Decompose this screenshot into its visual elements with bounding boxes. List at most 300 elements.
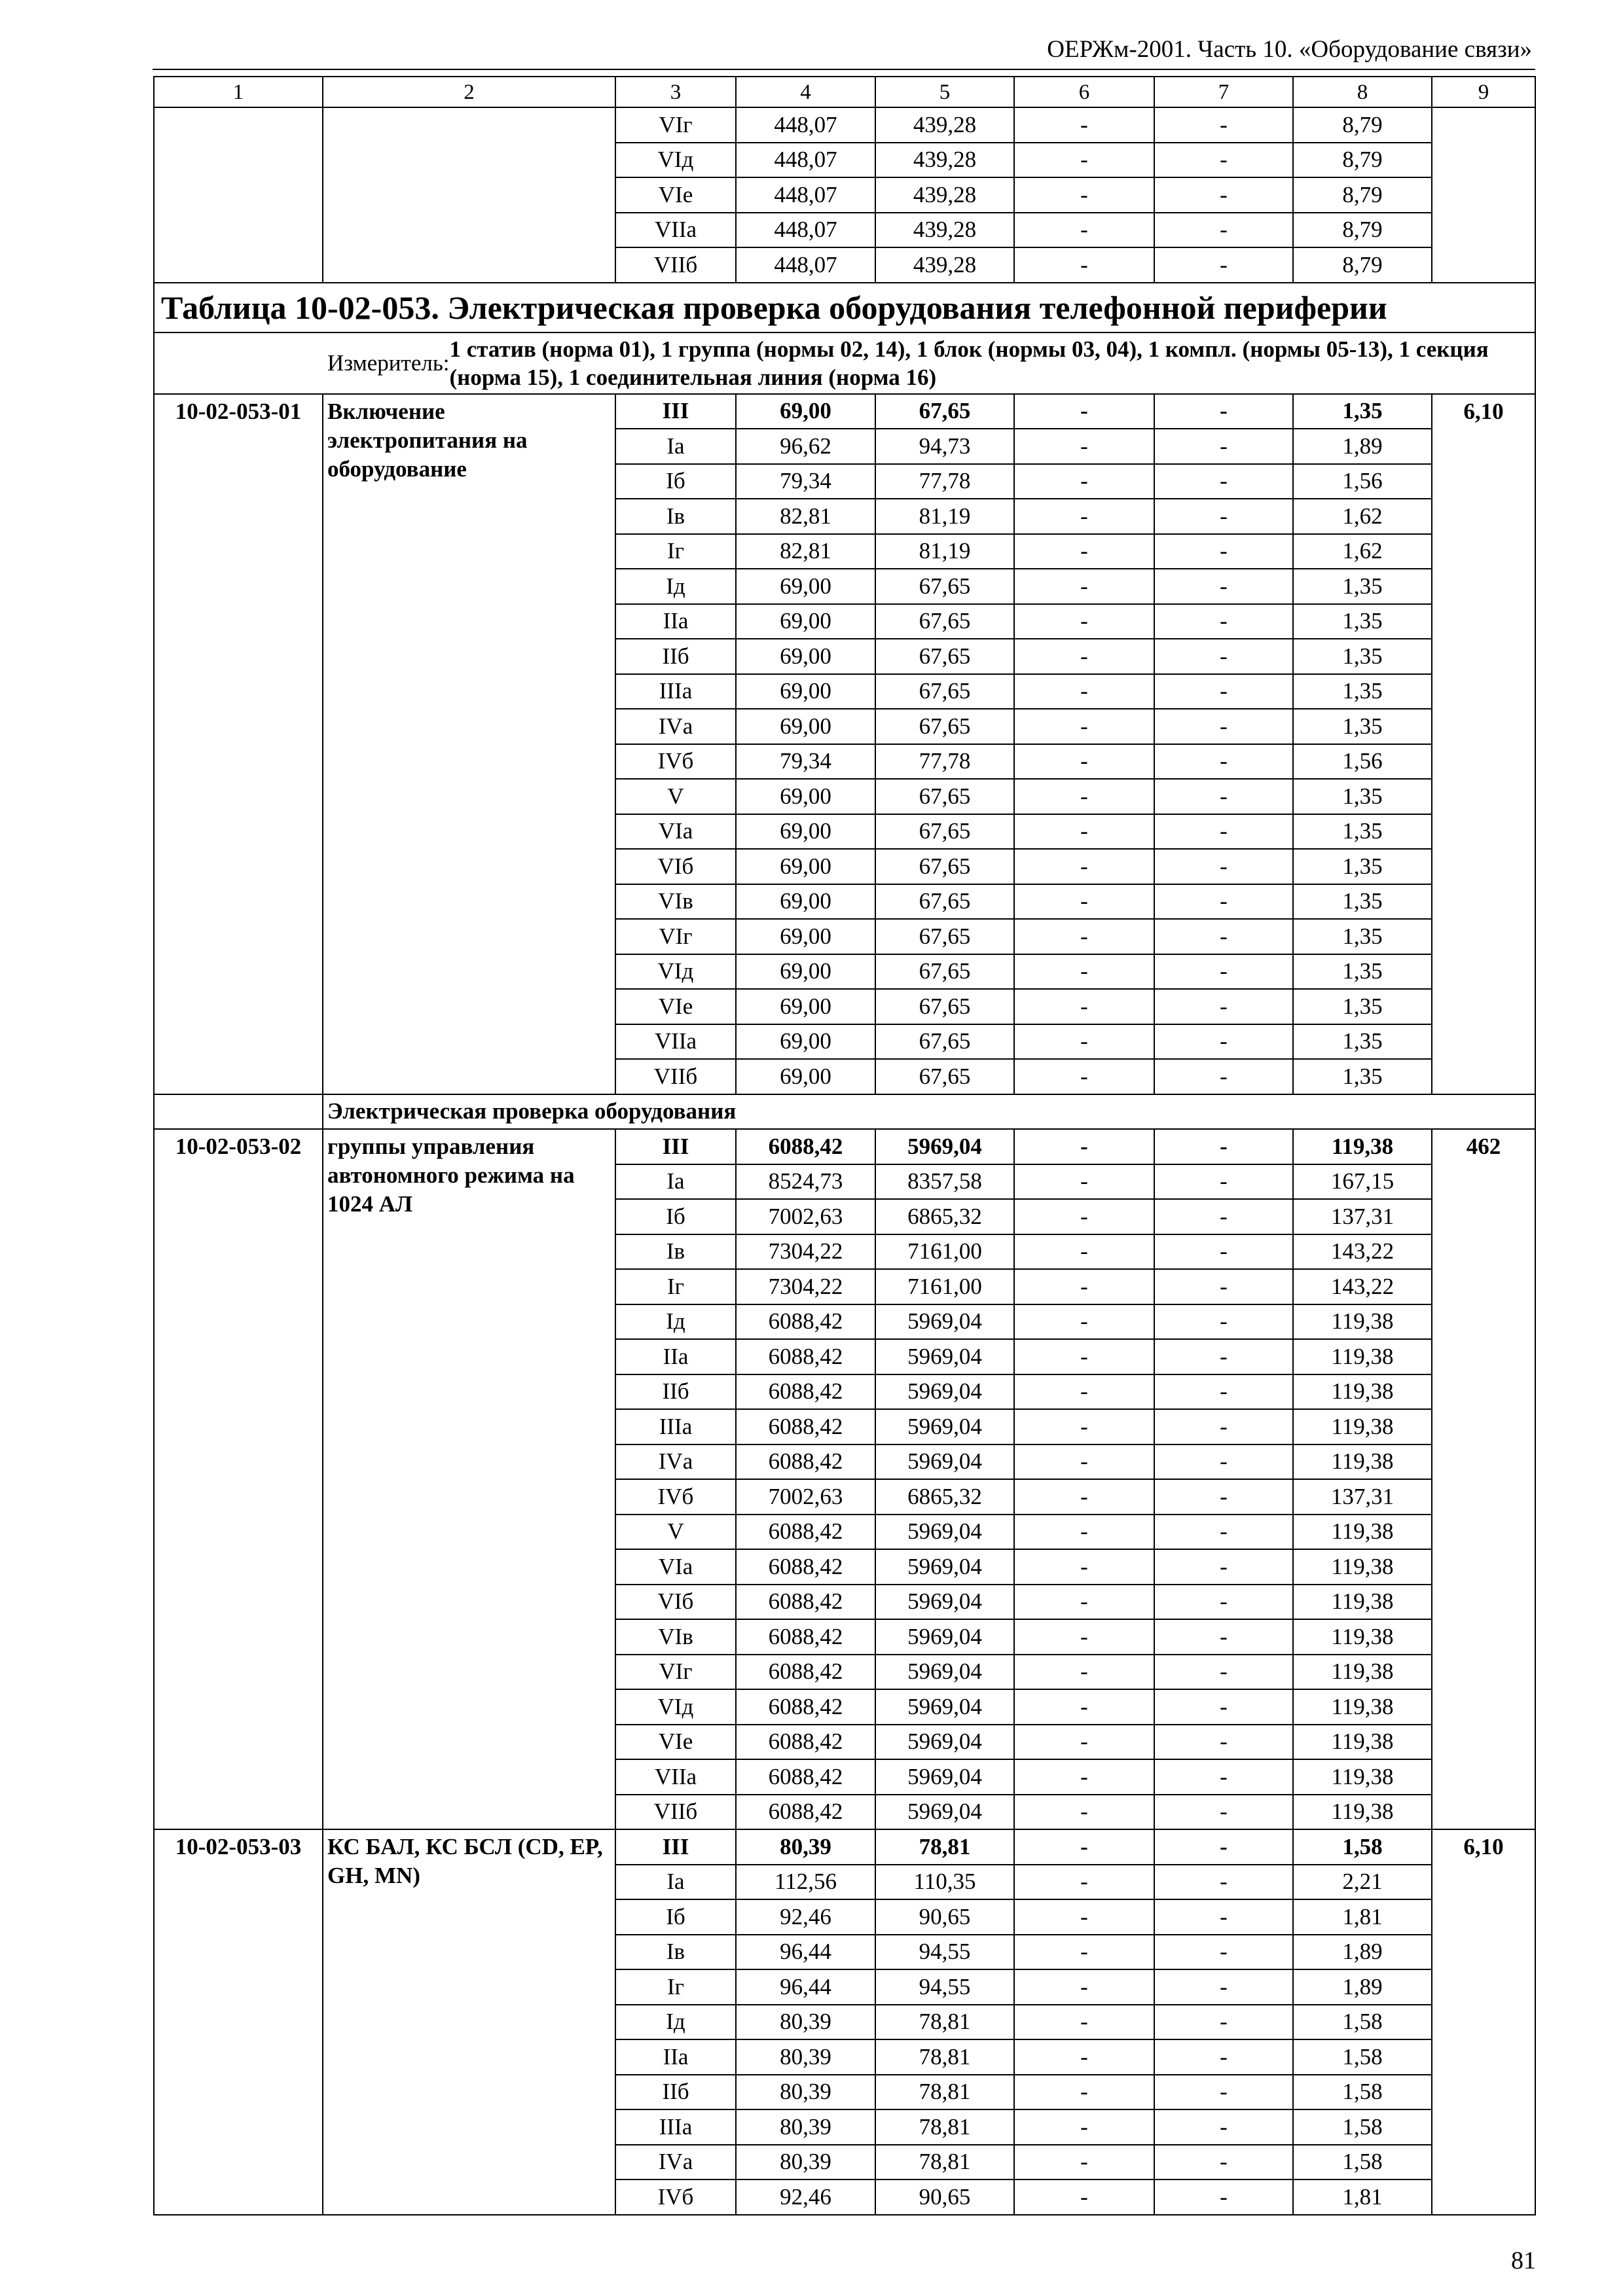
cell-c8: 1,35 [1293,989,1432,1024]
cell-c5: 78,81 [875,2109,1014,2145]
cell-c5: 6865,32 [875,1199,1014,1234]
cell-c4: 7002,63 [736,1199,875,1234]
cell-c6: - [1014,1479,1154,1515]
cell-c5: 67,65 [875,709,1014,744]
column-number: 6 [1014,77,1154,107]
cell-c7: - [1154,1829,1293,1865]
cell-grp: VIв [615,1619,736,1655]
cell-c6: - [1014,569,1154,604]
cell-grp: VIIа [615,1759,736,1795]
cell-c7: - [1154,1374,1293,1410]
page-number: 81 [1511,2247,1536,2274]
cell-grp: Iа [615,1164,736,1200]
cell-grp: Iв [615,1935,736,1970]
cell-c5: 67,65 [875,989,1014,1024]
meter-cell [154,332,1535,394]
cell-c7: - [1154,604,1293,639]
cell-c6: - [1014,849,1154,884]
cell-c5: 78,81 [875,2075,1014,2110]
cell-c4: 448,07 [736,247,875,283]
cell-c6: - [1014,1725,1154,1760]
column-number: 4 [736,77,875,107]
cell-c8: 1,58 [1293,2005,1432,2040]
cell-c7: - [1154,1655,1293,1690]
meter-row [154,332,1535,394]
cell-c8: 119,38 [1293,1444,1432,1480]
table-title: Таблица 10-02-053. Электрическая проверка оборудования телефонной периферии [154,283,1535,332]
cell-grp: VIе [615,1725,736,1760]
cell-c8: 1,62 [1293,534,1432,569]
cell-c6: - [1014,639,1154,674]
cell-c8: 1,35 [1293,639,1432,674]
cell-c8: 119,38 [1293,1759,1432,1795]
cell-c8: 1,35 [1293,1024,1432,1060]
cell-c8: 1,58 [1293,2075,1432,2110]
cell-c4: 80,39 [736,2075,875,2110]
column-number: 1 [154,77,323,107]
cell-grp: IIIа [615,674,736,709]
cell-c7: - [1154,2075,1293,2110]
cell-c7: - [1154,709,1293,744]
cell-c7: - [1154,674,1293,709]
cell-grp: IIа [615,1339,736,1374]
cell-c6: - [1014,709,1154,744]
cell-grp: VIв [615,884,736,920]
cell-c8: 1,35 [1293,849,1432,884]
cell-c6: - [1014,1689,1154,1725]
cell-c5: 110,35 [875,1865,1014,1900]
cell-c4: 6088,42 [736,1795,875,1830]
cell-c4: 82,81 [736,499,875,534]
cell-c6: - [1014,213,1154,248]
cell-c4: 448,07 [736,143,875,178]
cell-c8: 1,35 [1293,919,1432,954]
cell-c7: - [1154,919,1293,954]
cell-c7: - [1154,2039,1293,2075]
cell-c5: 77,78 [875,744,1014,780]
cell-c8: 8,79 [1293,107,1432,143]
cell-c5: 94,73 [875,429,1014,464]
cell-c5: 77,78 [875,464,1014,499]
column-numbers-row [154,77,1535,107]
cell-c8: 8,79 [1293,177,1432,213]
cell-grp: IIа [615,604,736,639]
cell-c4: 69,00 [736,1024,875,1060]
cell-c4: 7304,22 [736,1269,875,1304]
cell-grp: Iб [615,1899,736,1935]
cell-grp: Iг [615,534,736,569]
cell-grp: III [615,1129,736,1164]
cell-c8: 137,31 [1293,1479,1432,1515]
cell-c7: - [1154,429,1293,464]
cell-c7: - [1154,1409,1293,1444]
cell-grp: IIIа [615,2109,736,2145]
cell-c4: 6088,42 [736,1549,875,1585]
cell-grp: IIб [615,2075,736,2110]
cell-grp: VIа [615,1549,736,1585]
cell-c5: 67,65 [875,884,1014,920]
cell-grp: VIе [615,177,736,213]
cell-c7: - [1154,1759,1293,1795]
cell-c4: 69,00 [736,604,875,639]
cell-c5: 67,65 [875,849,1014,884]
cell-grp: Iд [615,1304,736,1340]
cell-c6: - [1014,1444,1154,1480]
cell-c8: 1,81 [1293,1899,1432,1935]
cell-c6: - [1014,1374,1154,1410]
cell-grp: Iг [615,1969,736,2005]
cell-c4: 69,00 [736,814,875,850]
cell-c8: 1,81 [1293,2179,1432,2215]
norm-code [154,107,323,283]
cell-c5: 5969,04 [875,1339,1014,1374]
cell-c5: 439,28 [875,177,1014,213]
cell-grp: VIIб [615,1059,736,1094]
rates-table [153,76,1536,2215]
cell-c4: 7304,22 [736,1234,875,1270]
cell-c6: - [1014,1935,1154,1970]
cell-c5: 67,65 [875,954,1014,990]
cell-grp: VIб [615,1585,736,1620]
table-title-row [154,283,1535,332]
cell-c7: - [1154,1725,1293,1760]
cell-c4: 448,07 [736,213,875,248]
cell-c4: 6088,42 [736,1444,875,1480]
cell-c5: 7161,00 [875,1269,1014,1304]
cell-c6: - [1014,779,1154,814]
column-number: 3 [615,77,736,107]
cell-c7: - [1154,247,1293,283]
cell-c6: - [1014,1549,1154,1585]
cell-c6: - [1014,107,1154,143]
cell-c4: 80,39 [736,2039,875,2075]
cell-c5: 5969,04 [875,1585,1014,1620]
cell-c5: 67,65 [875,394,1014,429]
table-row [154,1129,1535,1164]
cell-c7: - [1154,1304,1293,1340]
cell-grp: III [615,1829,736,1865]
cell-c5: 5969,04 [875,1689,1014,1725]
cell-grp: Iд [615,569,736,604]
cell-c5: 78,81 [875,1829,1014,1865]
cell-c8: 1,56 [1293,464,1432,499]
cell-c6: - [1014,814,1154,850]
cell-c8: 1,35 [1293,604,1432,639]
cell-c8: 119,38 [1293,1725,1432,1760]
cell-c8: 1,35 [1293,814,1432,850]
cell-c7: - [1154,1899,1293,1935]
table-row [154,107,1535,143]
cell-c6: - [1014,429,1154,464]
cell-c7: - [1154,849,1293,884]
cell-grp: Iв [615,1234,736,1270]
cell-c7: - [1154,213,1293,248]
cell-grp: Iа [615,1865,736,1900]
cell-c5: 439,28 [875,247,1014,283]
cell-c6: - [1014,1865,1154,1900]
cell-grp: VIIа [615,1024,736,1060]
cell-c7: - [1154,814,1293,850]
cell-c4: 69,00 [736,674,875,709]
cell-c6: - [1014,1409,1154,1444]
cell-c7: - [1154,1234,1293,1270]
cell-c8: 1,35 [1293,394,1432,429]
norm-cost: 462 [1432,1129,1535,1829]
cell-c4: 6088,42 [736,1374,875,1410]
cell-c7: - [1154,1269,1293,1304]
cell-c6: - [1014,143,1154,178]
cell-c5: 5969,04 [875,1619,1014,1655]
cell-c6: - [1014,1129,1154,1164]
cell-grp: V [615,1515,736,1550]
cell-c5: 78,81 [875,2005,1014,2040]
subtitle-spacer [154,1094,323,1130]
cell-grp: IVб [615,1479,736,1515]
cell-c7: - [1154,1795,1293,1830]
cell-grp: IVб [615,2179,736,2215]
cell-grp: IIIа [615,1409,736,1444]
cell-c5: 5969,04 [875,1759,1014,1795]
cell-c4: 92,46 [736,1899,875,1935]
cell-c7: - [1154,1865,1293,1900]
cell-grp: VIг [615,919,736,954]
cell-c6: - [1014,2075,1154,2110]
cell-c7: - [1154,107,1293,143]
column-number: 7 [1154,77,1293,107]
cell-c5: 5969,04 [875,1444,1014,1480]
cell-c5: 67,65 [875,1024,1014,1060]
cell-c4: 6088,42 [736,1585,875,1620]
cell-c6: - [1014,1024,1154,1060]
cell-c6: - [1014,1199,1154,1234]
cell-c5: 67,65 [875,604,1014,639]
cell-c8: 1,56 [1293,744,1432,780]
cell-c7: - [1154,779,1293,814]
cell-grp: VIд [615,1689,736,1725]
cell-c8: 1,62 [1293,499,1432,534]
cell-grp: VIе [615,989,736,1024]
cell-c5: 78,81 [875,2039,1014,2075]
cell-c4: 8524,73 [736,1164,875,1200]
cell-c8: 8,79 [1293,213,1432,248]
cell-c6: - [1014,177,1154,213]
cell-c4: 96,44 [736,1969,875,2005]
cell-c8: 1,35 [1293,709,1432,744]
cell-c4: 6088,42 [736,1409,875,1444]
cell-c4: 80,39 [736,2145,875,2180]
cell-c7: - [1154,639,1293,674]
cell-c6: - [1014,1059,1154,1094]
cell-c7: - [1154,1585,1293,1620]
column-number: 5 [875,77,1014,107]
cell-c6: - [1014,394,1154,429]
cell-grp: V [615,779,736,814]
cell-c8: 119,38 [1293,1409,1432,1444]
cell-c5: 439,28 [875,143,1014,178]
cell-c7: - [1154,1619,1293,1655]
cell-c8: 119,38 [1293,1374,1432,1410]
norm-name: КС БАЛ, КС БСЛ (CD, EP, GH, MN) [323,1829,615,2215]
cell-c5: 439,28 [875,107,1014,143]
cell-grp: IIа [615,2039,736,2075]
cell-c4: 6088,42 [736,1304,875,1340]
table-row [154,1829,1535,1865]
cell-c4: 69,00 [736,989,875,1024]
cell-c7: - [1154,569,1293,604]
cell-grp: VIг [615,107,736,143]
cell-c7: - [1154,1059,1293,1094]
cell-c6: - [1014,1585,1154,1620]
cell-c7: - [1154,1164,1293,1200]
norm-code: 10-02-053-01 [154,394,323,1094]
cell-c7: - [1154,1969,1293,2005]
cell-c6: - [1014,2109,1154,2145]
cell-c4: 69,00 [736,639,875,674]
cell-c7: - [1154,464,1293,499]
header-rule [153,69,1535,70]
cell-grp: IIб [615,639,736,674]
cell-grp: IVб [615,744,736,780]
cell-c7: - [1154,954,1293,990]
cell-c5: 5969,04 [875,1304,1014,1340]
cell-c8: 119,38 [1293,1304,1432,1340]
meter-wrap [155,335,1535,391]
meter-label: Измеритель: [327,350,450,376]
cell-c8: 1,58 [1293,2039,1432,2075]
cell-c6: - [1014,1164,1154,1200]
cell-c7: - [1154,1339,1293,1374]
cell-c6: - [1014,1899,1154,1935]
cell-c5: 5969,04 [875,1795,1014,1830]
cell-c7: - [1154,2179,1293,2215]
subtitle-row [154,1094,1535,1130]
cell-c4: 6088,42 [736,1725,875,1760]
cell-c6: - [1014,1515,1154,1550]
cell-c7: - [1154,744,1293,780]
cell-c4: 7002,63 [736,1479,875,1515]
cell-c4: 69,00 [736,1059,875,1094]
cell-c4: 96,62 [736,429,875,464]
cell-c6: - [1014,534,1154,569]
column-number: 8 [1293,77,1432,107]
cell-c6: - [1014,674,1154,709]
cell-c6: - [1014,604,1154,639]
cell-grp: VIа [615,814,736,850]
cell-c6: - [1014,1829,1154,1865]
norm-cost: 6,10 [1432,1829,1535,2215]
section-subtitle: Электрическая проверка оборудования [323,1094,1535,1130]
cell-grp: Iг [615,1269,736,1304]
cell-c4: 80,39 [736,2109,875,2145]
cell-c8: 119,38 [1293,1689,1432,1725]
cell-c4: 448,07 [736,177,875,213]
cell-c6: - [1014,1339,1154,1374]
cell-grp: IVа [615,1444,736,1480]
cell-c8: 1,58 [1293,2109,1432,2145]
cell-c5: 5969,04 [875,1129,1014,1164]
cell-grp: IVа [615,2145,736,2180]
cell-grp: VIг [615,1655,736,1690]
cell-c4: 6088,42 [736,1339,875,1374]
cell-c6: - [1014,1234,1154,1270]
cell-c8: 119,38 [1293,1585,1432,1620]
cell-c4: 69,00 [736,394,875,429]
cell-c7: - [1154,1024,1293,1060]
cell-c5: 5969,04 [875,1409,1014,1444]
cell-c7: - [1154,1129,1293,1164]
cell-c6: - [1014,2005,1154,2040]
cell-c5: 90,65 [875,2179,1014,2215]
cell-c6: - [1014,1759,1154,1795]
cell-c7: - [1154,1479,1293,1515]
cell-c6: - [1014,464,1154,499]
cell-c8: 1,35 [1293,569,1432,604]
cell-c5: 5969,04 [875,1549,1014,1585]
cell-c4: 82,81 [736,534,875,569]
cell-c8: 143,22 [1293,1234,1432,1270]
cell-grp: VIIа [615,213,736,248]
cell-c4: 96,44 [736,1935,875,1970]
cell-c8: 119,38 [1293,1129,1432,1164]
cell-c6: - [1014,1304,1154,1340]
cell-c8: 119,38 [1293,1339,1432,1374]
cell-c8: 119,38 [1293,1795,1432,1830]
cell-c5: 81,19 [875,534,1014,569]
cell-c6: - [1014,2145,1154,2180]
cell-c6: - [1014,919,1154,954]
meter-text: 1 статив (норма 01), 1 группа (нормы 02, 14), 1 блок (нормы 03, 04), 1 компл. (нормы 05-13), 1 секция (норма 15), 1 соединительная линия (норма 16) [449,336,1489,390]
cell-c7: - [1154,989,1293,1024]
cell-c5: 5969,04 [875,1655,1014,1690]
cell-c6: - [1014,2179,1154,2215]
cell-c5: 67,65 [875,569,1014,604]
cell-c4: 69,00 [736,884,875,920]
cell-c7: - [1154,1444,1293,1480]
cell-grp: Iв [615,499,736,534]
cell-c5: 67,65 [875,779,1014,814]
cell-c8: 167,15 [1293,1164,1432,1200]
cell-c4: 112,56 [736,1865,875,1900]
cell-c4: 69,00 [736,569,875,604]
cell-c7: - [1154,2109,1293,2145]
cell-c5: 439,28 [875,213,1014,248]
cell-c4: 69,00 [736,709,875,744]
column-number: 2 [323,77,615,107]
cell-c4: 69,00 [736,849,875,884]
cell-grp: Iа [615,429,736,464]
cell-c4: 6088,42 [736,1515,875,1550]
cell-grp: VIд [615,143,736,178]
cell-c5: 5969,04 [875,1515,1014,1550]
cell-c4: 448,07 [736,107,875,143]
cell-c6: - [1014,1969,1154,2005]
cell-grp: VIб [615,849,736,884]
cell-c4: 6088,42 [736,1759,875,1795]
cell-grp: VIд [615,954,736,990]
cell-c4: 79,34 [736,464,875,499]
cell-grp: Iб [615,1199,736,1234]
cell-c8: 1,89 [1293,429,1432,464]
cell-grp: IVа [615,709,736,744]
cell-c8: 8,79 [1293,143,1432,178]
cell-c5: 6865,32 [875,1479,1014,1515]
cell-c5: 94,55 [875,1935,1014,1970]
cell-c4: 6088,42 [736,1655,875,1690]
cell-c4: 69,00 [736,954,875,990]
cell-c7: - [1154,499,1293,534]
cell-c5: 5969,04 [875,1725,1014,1760]
norm-cost [1432,107,1535,283]
